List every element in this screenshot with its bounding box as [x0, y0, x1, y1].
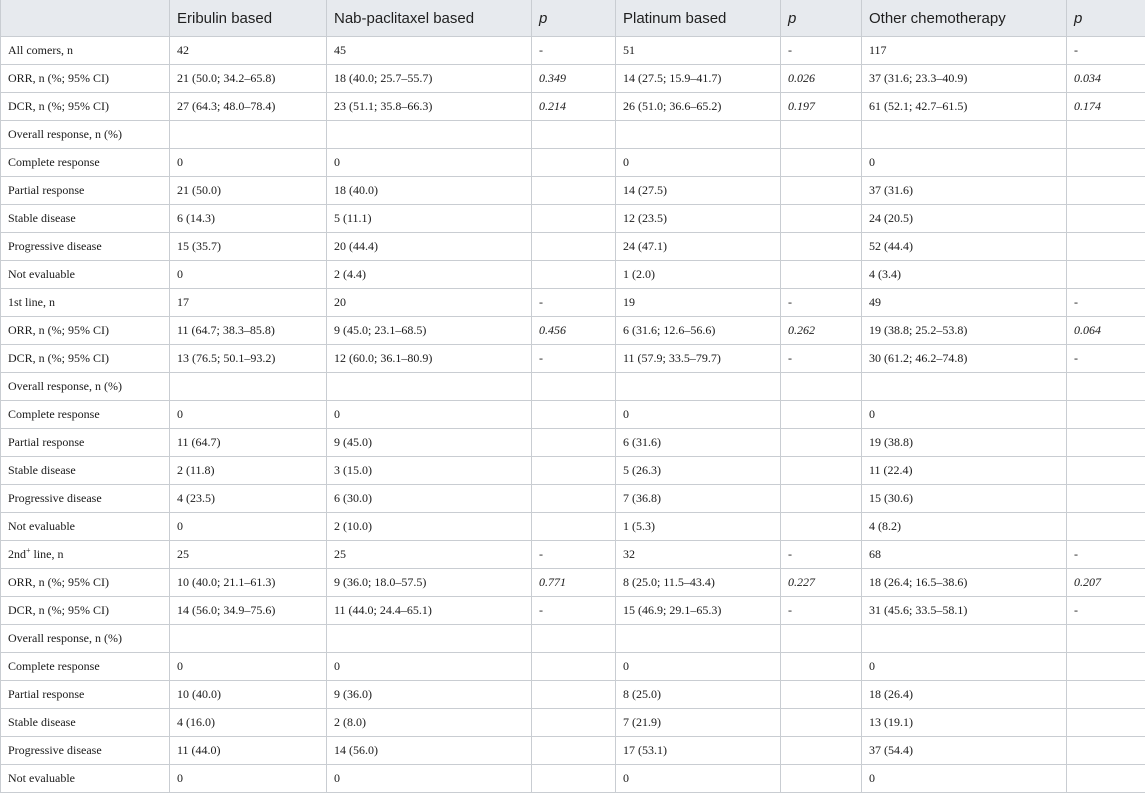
header-cell-p-value: p — [532, 0, 616, 37]
p-value-cell — [1067, 765, 1145, 793]
value-cell: 27 (64.3; 48.0–78.4) — [170, 93, 327, 121]
value-cell: 8 (25.0) — [616, 681, 781, 709]
p-value-cell — [781, 709, 862, 737]
value-cell: 4 (3.4) — [862, 261, 1067, 289]
p-value-cell — [1067, 401, 1145, 429]
value-cell: 32 — [616, 541, 781, 569]
row-label-cell: Partial response — [1, 429, 170, 457]
table-row — [1, 485, 1145, 513]
value-cell: 49 — [862, 289, 1067, 317]
header-cell-row-label — [1, 0, 170, 37]
value-cell: 20 — [327, 289, 532, 317]
row-label-cell: Overall response, n (%) — [1, 373, 170, 401]
p-value-cell — [781, 513, 862, 541]
row-label-cell: Progressive disease — [1, 737, 170, 765]
p-value-cell — [781, 653, 862, 681]
value-cell: 0 — [170, 765, 327, 793]
value-cell: 0 — [616, 765, 781, 793]
p-value-cell — [532, 401, 616, 429]
value-cell — [170, 121, 327, 149]
p-value-cell: - — [1067, 597, 1145, 625]
value-cell: 17 — [170, 289, 327, 317]
value-cell: 2 (8.0) — [327, 709, 532, 737]
table-row — [1, 205, 1145, 233]
value-cell: 0 — [170, 513, 327, 541]
row-label-cell: Complete response — [1, 653, 170, 681]
value-cell: 13 (76.5; 50.1–93.2) — [170, 345, 327, 373]
value-cell: 5 (26.3) — [616, 457, 781, 485]
p-value-cell — [532, 485, 616, 513]
value-cell: 26 (51.0; 36.6–65.2) — [616, 93, 781, 121]
value-cell: 37 (54.4) — [862, 737, 1067, 765]
p-value-cell — [1067, 681, 1145, 709]
table-row — [1, 261, 1145, 289]
p-value-cell: - — [532, 541, 616, 569]
p-value-cell: 0.262 — [781, 317, 862, 345]
table-row — [1, 289, 1145, 317]
p-value-cell — [781, 625, 862, 653]
value-cell: 18 (26.4; 16.5–38.6) — [862, 569, 1067, 597]
value-cell: 25 — [170, 541, 327, 569]
p-value-cell: - — [781, 289, 862, 317]
p-value-cell: 0.214 — [532, 93, 616, 121]
p-value-cell — [781, 485, 862, 513]
header-cell-eribulin: Eribulin based — [170, 0, 327, 37]
p-value-cell — [1067, 625, 1145, 653]
row-label-cell: DCR, n (%; 95% CI) — [1, 93, 170, 121]
value-cell: 6 (31.6; 12.6–56.6) — [616, 317, 781, 345]
p-value-cell: - — [1067, 345, 1145, 373]
p-value-cell: - — [532, 289, 616, 317]
table-row — [1, 149, 1145, 177]
value-cell: 18 (40.0; 25.7–55.7) — [327, 65, 532, 93]
p-value-cell: - — [781, 37, 862, 65]
value-cell: 11 (44.0; 24.4–65.1) — [327, 597, 532, 625]
value-cell: 18 (40.0) — [327, 177, 532, 205]
header-cell-p-value: p — [781, 0, 862, 37]
header-cell-other-chemotherapy: Other chemotherapy — [862, 0, 1067, 37]
value-cell: 0 — [616, 401, 781, 429]
p-value-cell — [532, 625, 616, 653]
table-row — [1, 373, 1145, 401]
p-value-cell — [781, 401, 862, 429]
value-cell: 12 (23.5) — [616, 205, 781, 233]
value-cell: 3 (15.0) — [327, 457, 532, 485]
value-cell: 11 (22.4) — [862, 457, 1067, 485]
value-cell: 21 (50.0; 34.2–65.8) — [170, 65, 327, 93]
value-cell: 21 (50.0) — [170, 177, 327, 205]
value-cell — [170, 373, 327, 401]
header-row — [1, 0, 1145, 37]
p-value-cell: - — [532, 345, 616, 373]
p-value-cell — [1067, 261, 1145, 289]
p-value-cell — [532, 457, 616, 485]
p-value-cell — [781, 737, 862, 765]
row-label-cell: 2nd+ line, n — [1, 541, 170, 569]
value-cell: 4 (16.0) — [170, 709, 327, 737]
table-row — [1, 345, 1145, 373]
value-cell: 51 — [616, 37, 781, 65]
table-row — [1, 513, 1145, 541]
row-label-cell: DCR, n (%; 95% CI) — [1, 345, 170, 373]
value-cell: 0 — [170, 401, 327, 429]
table-row — [1, 177, 1145, 205]
row-label-cell: Complete response — [1, 401, 170, 429]
p-value-cell — [1067, 653, 1145, 681]
p-value-cell: 0.174 — [1067, 93, 1145, 121]
p-value-cell: - — [781, 345, 862, 373]
value-cell: 68 — [862, 541, 1067, 569]
row-label-cell: Progressive disease — [1, 233, 170, 261]
p-value-cell — [532, 233, 616, 261]
value-cell: 2 (11.8) — [170, 457, 327, 485]
table-row — [1, 681, 1145, 709]
value-cell: 14 (27.5) — [616, 177, 781, 205]
value-cell: 17 (53.1) — [616, 737, 781, 765]
value-cell: 0 — [862, 149, 1067, 177]
p-value-cell: 0.026 — [781, 65, 862, 93]
table-row — [1, 625, 1145, 653]
value-cell: 9 (36.0) — [327, 681, 532, 709]
p-value-cell — [1067, 737, 1145, 765]
value-cell: 11 (64.7; 38.3–85.8) — [170, 317, 327, 345]
p-value-cell — [532, 261, 616, 289]
value-cell: 6 (31.6) — [616, 429, 781, 457]
value-cell: 23 (51.1; 35.8–66.3) — [327, 93, 532, 121]
row-label-cell: Overall response, n (%) — [1, 625, 170, 653]
p-value-cell — [1067, 429, 1145, 457]
p-value-cell: 0.034 — [1067, 65, 1145, 93]
p-value-cell: - — [1067, 289, 1145, 317]
p-value-cell: 0.349 — [532, 65, 616, 93]
p-value-cell — [1067, 177, 1145, 205]
row-label-cell: 1st line, n — [1, 289, 170, 317]
row-label-cell: ORR, n (%; 95% CI) — [1, 569, 170, 597]
value-cell: 19 (38.8; 25.2–53.8) — [862, 317, 1067, 345]
p-value-cell — [781, 681, 862, 709]
row-label-cell: Partial response — [1, 681, 170, 709]
p-value-cell — [532, 177, 616, 205]
value-cell: 12 (60.0; 36.1–80.9) — [327, 345, 532, 373]
p-value-cell: - — [532, 597, 616, 625]
value-cell: 0 — [616, 653, 781, 681]
table-row — [1, 121, 1145, 149]
value-cell: 61 (52.1; 42.7–61.5) — [862, 93, 1067, 121]
row-label-cell: Stable disease — [1, 457, 170, 485]
value-cell: 10 (40.0) — [170, 681, 327, 709]
value-cell: 37 (31.6) — [862, 177, 1067, 205]
p-value-cell — [1067, 709, 1145, 737]
value-cell: 6 (30.0) — [327, 485, 532, 513]
p-value-cell — [781, 429, 862, 457]
p-value-cell — [1067, 121, 1145, 149]
value-cell: 14 (56.0) — [327, 737, 532, 765]
value-cell: 1 (5.3) — [616, 513, 781, 541]
value-cell: 0 — [327, 401, 532, 429]
table-row — [1, 737, 1145, 765]
value-cell: 2 (4.4) — [327, 261, 532, 289]
p-value-cell — [532, 653, 616, 681]
p-value-cell — [1067, 457, 1145, 485]
value-cell: 5 (11.1) — [327, 205, 532, 233]
p-value-cell — [532, 681, 616, 709]
value-cell: 11 (64.7) — [170, 429, 327, 457]
value-cell — [616, 625, 781, 653]
table-header — [1, 0, 1145, 37]
value-cell: 24 (20.5) — [862, 205, 1067, 233]
row-label-cell: All comers, n — [1, 37, 170, 65]
header-cell-platinum: Platinum based — [616, 0, 781, 37]
p-value-cell: - — [1067, 541, 1145, 569]
p-value-cell — [781, 233, 862, 261]
value-cell: 0 — [170, 149, 327, 177]
row-label-cell: Overall response, n (%) — [1, 121, 170, 149]
p-value-cell — [532, 513, 616, 541]
value-cell: 37 (31.6; 23.3–40.9) — [862, 65, 1067, 93]
table-row — [1, 541, 1145, 569]
value-cell: 0 — [170, 653, 327, 681]
p-value-cell: - — [781, 541, 862, 569]
p-value-cell: 0.207 — [1067, 569, 1145, 597]
p-value-cell — [532, 373, 616, 401]
p-value-cell — [1067, 513, 1145, 541]
p-value-cell: - — [781, 597, 862, 625]
value-cell: 52 (44.4) — [862, 233, 1067, 261]
value-cell: 18 (26.4) — [862, 681, 1067, 709]
table-row — [1, 37, 1145, 65]
value-cell: 45 — [327, 37, 532, 65]
value-cell: 0 — [327, 149, 532, 177]
p-value-cell: 0.227 — [781, 569, 862, 597]
p-value-cell: 0.456 — [532, 317, 616, 345]
value-cell: 11 (57.9; 33.5–79.7) — [616, 345, 781, 373]
value-cell: 14 (56.0; 34.9–75.6) — [170, 597, 327, 625]
p-value-cell — [1067, 149, 1145, 177]
value-cell — [327, 121, 532, 149]
value-cell — [616, 373, 781, 401]
table-row — [1, 765, 1145, 793]
table-row — [1, 653, 1145, 681]
table-row — [1, 317, 1145, 345]
header-cell-nab-paclitaxel: Nab-paclitaxel based — [327, 0, 532, 37]
value-cell: 15 (46.9; 29.1–65.3) — [616, 597, 781, 625]
value-cell: 0 — [616, 149, 781, 177]
row-label-cell: DCR, n (%; 95% CI) — [1, 597, 170, 625]
row-label-cell: Stable disease — [1, 709, 170, 737]
value-cell: 19 — [616, 289, 781, 317]
value-cell — [616, 121, 781, 149]
value-cell: 0 — [862, 653, 1067, 681]
value-cell: 24 (47.1) — [616, 233, 781, 261]
value-cell — [862, 625, 1067, 653]
value-cell: 9 (36.0; 18.0–57.5) — [327, 569, 532, 597]
value-cell: 7 (36.8) — [616, 485, 781, 513]
value-cell: 9 (45.0; 23.1–68.5) — [327, 317, 532, 345]
value-cell: 25 — [327, 541, 532, 569]
value-cell — [170, 625, 327, 653]
row-label-cell: Not evaluable — [1, 261, 170, 289]
p-value-cell — [532, 709, 616, 737]
value-cell: 0 — [170, 261, 327, 289]
value-cell: 1 (2.0) — [616, 261, 781, 289]
p-value-cell — [1067, 373, 1145, 401]
p-value-cell — [781, 121, 862, 149]
p-value-cell — [532, 737, 616, 765]
table-row — [1, 429, 1145, 457]
value-cell — [327, 625, 532, 653]
p-value-cell — [532, 121, 616, 149]
value-cell: 19 (38.8) — [862, 429, 1067, 457]
value-cell: 31 (45.6; 33.5–58.1) — [862, 597, 1067, 625]
p-value-cell — [1067, 205, 1145, 233]
value-cell: 0 — [862, 765, 1067, 793]
value-cell: 15 (30.6) — [862, 485, 1067, 513]
table-row — [1, 233, 1145, 261]
value-cell: 6 (14.3) — [170, 205, 327, 233]
p-value-cell — [532, 429, 616, 457]
value-cell: 13 (19.1) — [862, 709, 1067, 737]
p-value-cell — [781, 457, 862, 485]
p-value-cell — [781, 765, 862, 793]
p-value-cell: 0.771 — [532, 569, 616, 597]
p-value-cell: 0.064 — [1067, 317, 1145, 345]
table-row — [1, 401, 1145, 429]
p-value-cell — [1067, 485, 1145, 513]
p-value-cell — [781, 261, 862, 289]
value-cell: 14 (27.5; 15.9–41.7) — [616, 65, 781, 93]
value-cell: 42 — [170, 37, 327, 65]
row-label-cell: Progressive disease — [1, 485, 170, 513]
row-label-cell: Not evaluable — [1, 513, 170, 541]
table-row — [1, 93, 1145, 121]
row-label-cell: Not evaluable — [1, 765, 170, 793]
value-cell — [862, 373, 1067, 401]
table-row — [1, 709, 1145, 737]
value-cell: 117 — [862, 37, 1067, 65]
row-label-cell: ORR, n (%; 95% CI) — [1, 317, 170, 345]
p-value-cell: - — [1067, 37, 1145, 65]
value-cell: 15 (35.7) — [170, 233, 327, 261]
p-value-cell — [532, 149, 616, 177]
value-cell: 11 (44.0) — [170, 737, 327, 765]
p-value-cell — [781, 149, 862, 177]
value-cell: 30 (61.2; 46.2–74.8) — [862, 345, 1067, 373]
row-label-cell: ORR, n (%; 95% CI) — [1, 65, 170, 93]
value-cell: 7 (21.9) — [616, 709, 781, 737]
p-value-cell — [781, 177, 862, 205]
value-cell: 20 (44.4) — [327, 233, 532, 261]
header-cell-p-value: p — [1067, 0, 1145, 37]
value-cell: 0 — [327, 765, 532, 793]
value-cell: 8 (25.0; 11.5–43.4) — [616, 569, 781, 597]
table-body — [1, 37, 1145, 793]
table-row — [1, 457, 1145, 485]
value-cell: 4 (23.5) — [170, 485, 327, 513]
row-label-cell: Complete response — [1, 149, 170, 177]
value-cell: 4 (8.2) — [862, 513, 1067, 541]
value-cell — [327, 373, 532, 401]
table-row — [1, 569, 1145, 597]
p-value-cell: 0.197 — [781, 93, 862, 121]
value-cell: 2 (10.0) — [327, 513, 532, 541]
value-cell: 9 (45.0) — [327, 429, 532, 457]
table-row — [1, 65, 1145, 93]
value-cell: 0 — [327, 653, 532, 681]
row-label-cell: Stable disease — [1, 205, 170, 233]
p-value-cell: - — [532, 37, 616, 65]
value-cell — [862, 121, 1067, 149]
p-value-cell — [781, 373, 862, 401]
p-value-cell — [532, 205, 616, 233]
p-value-cell — [1067, 233, 1145, 261]
value-cell: 0 — [862, 401, 1067, 429]
p-value-cell — [781, 205, 862, 233]
p-value-cell — [532, 765, 616, 793]
table-row — [1, 597, 1145, 625]
value-cell: 10 (40.0; 21.1–61.3) — [170, 569, 327, 597]
row-label-cell: Partial response — [1, 177, 170, 205]
